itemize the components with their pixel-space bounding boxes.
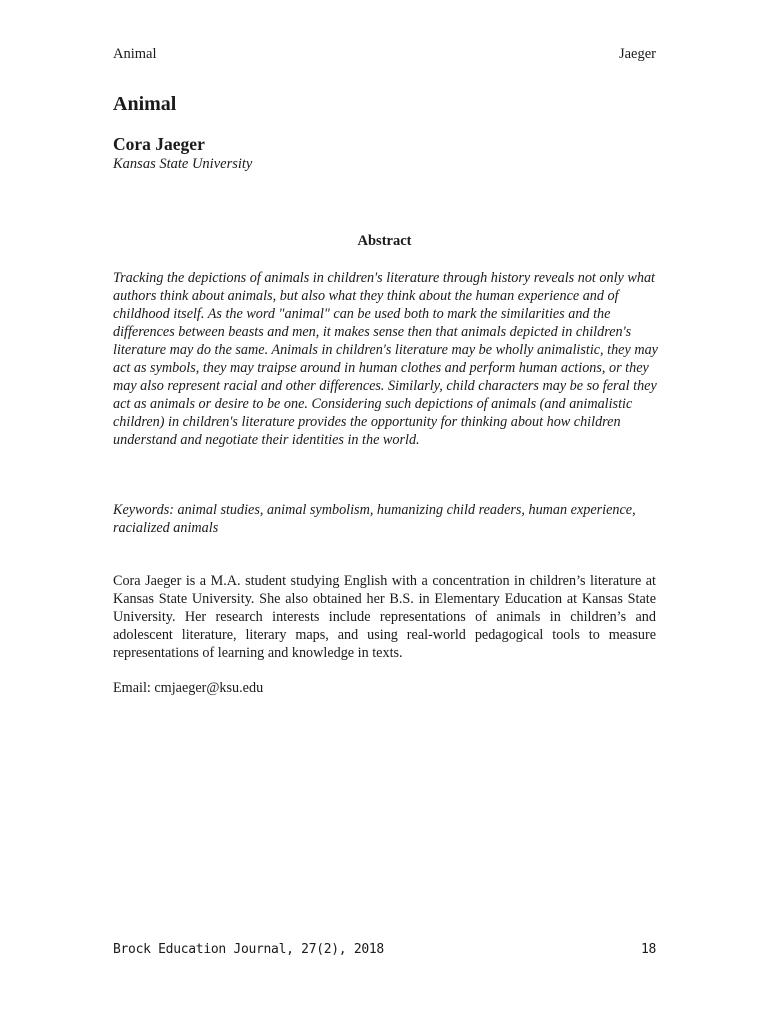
author-email: Email: cmjaeger@ksu.edu	[113, 680, 264, 696]
author-bio: Cora Jaeger is a M.A. student studying English with a concentration in children’s literature at Kansas State University. She also obtained her B.S. in Elementary Education at Kansas State University. Her research interests include representations of animals in children’s and adolescent literature, literary maps, and using real-world pedagogical tools to measure representations of learning and knowledge in texts.	[113, 573, 656, 661]
running-header-left: Animal	[113, 46, 157, 62]
author-name: Cora Jaeger	[113, 134, 205, 154]
page-footer	[113, 942, 656, 957]
keywords: Keywords: animal studies, animal symbolism, humanizing child readers, human experience, racialized animals	[113, 502, 636, 536]
running-header-right: Jaeger	[618, 46, 656, 62]
running-header	[113, 46, 656, 63]
abstract-heading: Abstract	[357, 233, 412, 249]
article-title: Animal	[113, 93, 177, 115]
author-affiliation: Kansas State University	[113, 156, 253, 172]
abstract-text: Tracking the depictions of animals in children's literature through history reveals not only what authors think about animals, but also what they think about the human experience and of childhood itself. As the word "animal" can be used both to mark the similarities and the differences between beasts and men, it makes sense then that animals depicted in children's literature may do the same. Animals in children's literature may be wholly animalistic, they may act as symbols, they may traipse around in human clothes and perform human actions, or they may also represent racial and other differences. Similarly, child characters may be so feral they act as animals or desire to be one. Considering such depictions of animals (and animalistic children) in children's literature provides the opportunity for thinking about how children understand and negotiate their identities in the world.	[113, 270, 658, 448]
footer-journal-citation: Brock Education Journal, 27(2), 2018	[113, 942, 384, 957]
footer-page-number: 18	[640, 942, 656, 957]
